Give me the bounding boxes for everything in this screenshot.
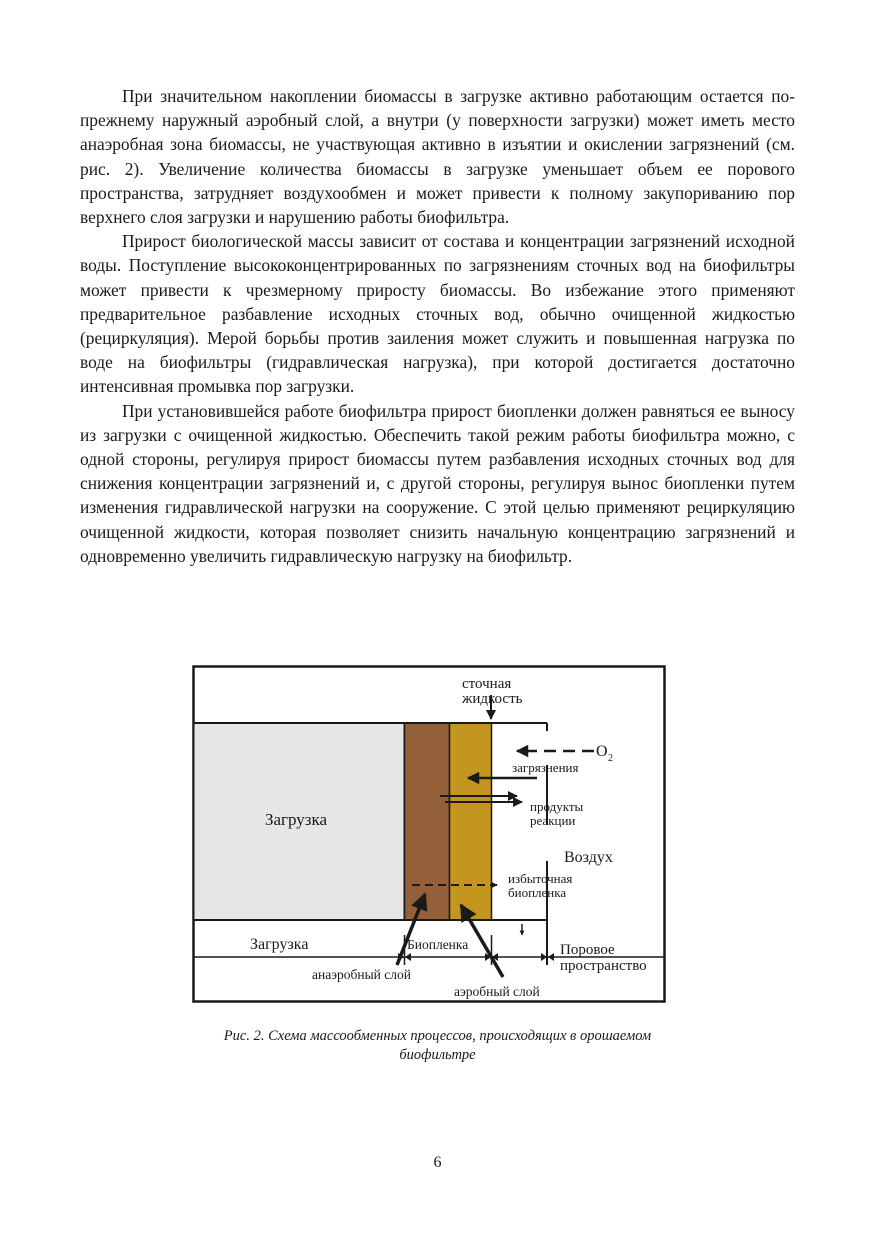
label-excess-1: избыточная (508, 871, 573, 886)
paragraph-2: Прирост биологической массы зависит от состава и концентрации загрязнений исходной воды. Поступление высококонцентрированных по загрязнениям сточных вод на биофильтры может привести к чрезмерному приросту биомассы. Во избежание этого применяют предварительное разбавление исходных сточных вод, обычно очищенной жидкостью (рециркуляция). Мерой борьбы против заиления может служить и повышенная нагрузка по воде на биофильтры (гидравлическая нагрузка), при которой достигается достаточно интенсивная промывка пор загрузки. (80, 231, 795, 397)
paragraph-3: При установившейся работе биофильтра прирост биопленки должен равняться ее выносу из загрузки с очищенной жидкостью. Обеспечить такой режим работы биофильтра можно, с одной стороны, регулируя прирост биомассы путем разбавления исходных сточных вод для снижения концентрации загрязнений и, с другой стороны, регулируя вынос биопленки путем изменения гидравлической нагрузки на сооружение. С этой целью применяют рециркуляцию очищенной жидкости, которая позволяет снизить начальную концентрацию загрязнений и одновременно увеличить гидравлическую нагрузку на биофильтр. (80, 400, 795, 566)
label-wastewater-1: сточная (462, 676, 512, 692)
label-wastewater-2: жидкость (462, 691, 523, 707)
aerobic-layer (450, 723, 492, 920)
label-products-2: реакции (530, 813, 576, 828)
body-text (80, 84, 795, 568)
page-number: 6 (433, 1154, 442, 1171)
caption-line-2: биофильтре (399, 1047, 476, 1063)
label-media-bottom: Загрузка (250, 936, 309, 953)
label-anaerobic: анаэробный слой (312, 967, 411, 982)
figure-2 (192, 665, 666, 1003)
label-aerobic: аэробный слой (454, 984, 540, 999)
label-oxygen: O (596, 743, 608, 760)
figure-caption (120, 1027, 755, 1065)
caption-line-1: Рис. 2. Схема массообменных процессов, происходящих в орошаемом (223, 1028, 652, 1044)
label-air: Воздух (564, 849, 613, 866)
label-excess-2: биопленка (508, 885, 567, 900)
paragraph-1: При значительном накоплении биомассы в загрузке активно работающим остается по-прежнему наружный аэробный слой, а внутри (у поверхности загрузки) может иметь место анаэробная зона биомассы, не участвующая активно в изъятии и окислении загрязнений (см. рис. 2). Увеличение количества биомассы в загрузке уменьшает объем ее порового пространства, затрудняет воздухообмен и может привести к полному закупориванию пор верхнего слоя загрузки и нарушению работы биофильтра. (80, 86, 795, 228)
label-products-1: продукты (530, 799, 584, 814)
label-pore-2: пространство (560, 958, 647, 974)
label-pore-1: Поровое (560, 942, 615, 958)
label-media: Загрузка (265, 810, 328, 829)
label-pollutants: загрязнения (512, 760, 579, 775)
anaerobic-layer (405, 723, 450, 920)
label-biofilm: Биопленка (407, 937, 469, 952)
label-oxygen-subscript: 2 (608, 753, 613, 764)
mass-exchange-diagram (192, 665, 666, 1003)
